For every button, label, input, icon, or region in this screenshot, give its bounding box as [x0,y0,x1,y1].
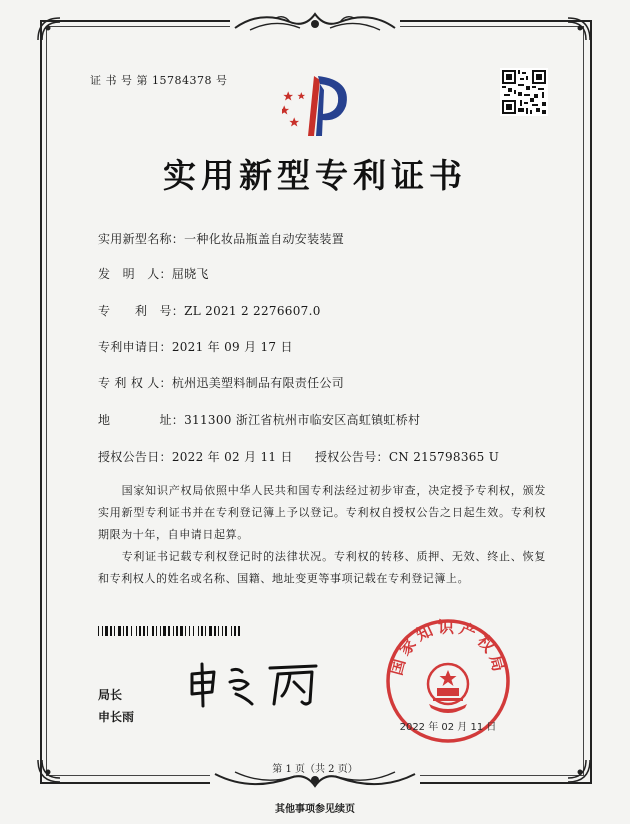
field-value: CN 215798365 U [388,450,500,464]
field-value: 311300 浙江省杭州市临安区高虹镇虹桥村 [184,413,421,427]
certificate-title: 实用新型专利证书 [163,156,467,195]
director-title: 局长 [98,688,123,702]
field-value: ZL 2021 2 2276607.0 [184,304,321,318]
field-utility-model-name [98,230,344,247]
certificate-number: 证 书 号 第 15784378 号 [90,74,228,87]
field-label: 地 址： [98,413,185,427]
field-value: 一种化妆品瓶盖自动安装装置 [184,232,345,246]
grant-paragraph: 国家知识产权局依照中华人民共和国专利法经过初步审查，决定授予专利权，颁发实用新型专利证书并在专利登记簿上予以登记。专利权自授权公告之日起生效。专利权期限为十年，自申请日起算。 [98,484,546,541]
legal-status-paragraph: 专利证书记载专利权登记时的法律状况。专利权的转移、质押、无效、终止、恢复和专利权人的姓名或名称、国籍、地址变更等事项记载在专利登记簿上。 [98,550,546,585]
qr-code [500,68,548,116]
field-label: 实用新型名称： [98,232,185,246]
field-value: 2022 年 02 月 11 日 [171,450,293,464]
field-label: 发 明 人： [98,267,172,281]
field-label: 专 利 号： [98,304,185,318]
field-label: 授权公告号： [315,450,389,464]
field-patent-number [98,302,321,319]
director-signature [186,660,336,710]
field-label: 授权公告日： [98,450,172,464]
svg-text:国家知识产权局 [386,618,509,677]
field-value: 杭州迅美塑料制品有限责任公司 [171,376,345,390]
seal-text: 国家知识产权局 [386,618,510,678]
footer-note: 其他事项参见续页 [275,804,355,815]
field-inventor [98,265,209,282]
cnipa-logo [282,70,352,142]
top-ornament [230,8,400,36]
field-grant-date [98,448,293,465]
field-announcement-number [315,448,499,465]
director-name: 申长雨 [98,710,135,724]
field-label: 专利申请日： [98,340,172,354]
field-patentee [98,374,344,391]
national-emblem-icon [428,664,468,713]
page-number: 第 1 页（共 2 页） [272,764,358,775]
official-seal [385,618,511,744]
field-application-date [98,338,293,355]
corner-ornament [36,16,62,42]
field-address [98,411,420,428]
field-label: 专 利 权 人： [98,376,172,390]
corner-ornament [566,16,592,42]
field-value: 2021 年 09 月 17 日 [171,340,293,354]
field-value: 屈晓飞 [171,267,209,281]
barcode [98,626,318,636]
seal-date: 2022 年 02 月 11 日 [399,722,497,733]
